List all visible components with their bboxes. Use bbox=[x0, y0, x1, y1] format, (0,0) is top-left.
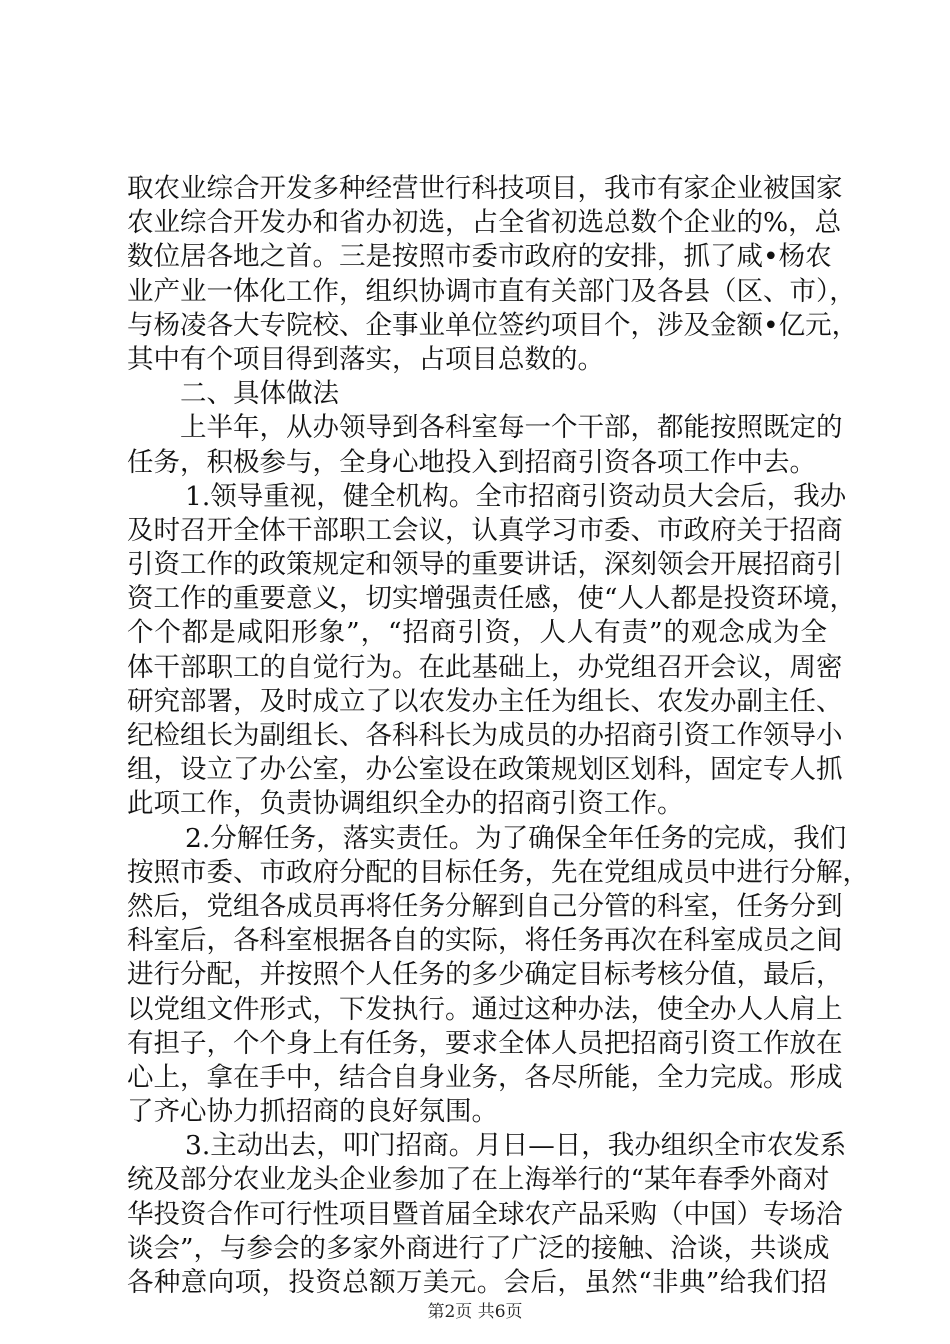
text-line: 组，设立了办公室，办公室设在政策规划区划科，固定专人抓 bbox=[127, 754, 843, 786]
text-line: 了齐心协力抓招商的良好氛围。 bbox=[127, 1096, 498, 1128]
text-line: 纪检组长为副组长、各科科长为成员的办招商引资工作领导小 bbox=[127, 720, 843, 751]
text-line: 以党组文件形式，下发执行。通过这种办法，使全办人人肩上 bbox=[127, 993, 843, 1025]
page-number-label: 第2页 共6页 bbox=[427, 1302, 523, 1322]
text-line: 体干部职工的自觉行为。在此基础上，办党组召开会议，周密 bbox=[127, 651, 843, 683]
text-line: 其中有个项目得到落实，占项目总数的。 bbox=[127, 343, 604, 375]
text-line: 谈会”，与参会的多家外商进行了广泛的接触、洽谈，共谈成 bbox=[127, 1232, 830, 1264]
text-line: 资工作的重要意义，切实增强责任感，使“人人都是投资环境， bbox=[127, 583, 857, 615]
text-line: 数位居各地之首。三是按照市委市政府的安排，抓了咸•杨农 bbox=[127, 241, 832, 273]
text-line: 各种意向项，投资总额万美元。会后，虽然“非典”给我们招 bbox=[127, 1267, 827, 1298]
text-line: 农业综合开发办和省办初选，占全省初选总数个企业的%，总 bbox=[127, 207, 842, 239]
text-line: 1.领导重视，健全机构。全市招商引资动员大会后，我办 bbox=[185, 480, 847, 512]
text-line: 心上，拿在手中，结合自身业务，各尽所能，全力完成。形成 bbox=[127, 1061, 843, 1093]
text-line: 进行分配，并按照个人任务的多少确定目标考核分值，最后， bbox=[127, 959, 843, 991]
text-line: 研究部署，及时成立了以农发办主任为组长、农发办副主任、 bbox=[127, 685, 843, 717]
text-line: 上半年，从办领导到各科室每一个干部，都能按照既定的 bbox=[180, 412, 843, 444]
text-line: 任务，积极参与，全身心地投入到招商引资各项工作中去。 bbox=[127, 446, 816, 478]
text-line: 二、具体做法 bbox=[180, 378, 339, 410]
text-line: 统及部分农业龙头企业参加了在上海举行的“某年春季外商对 bbox=[127, 1164, 830, 1196]
text-line: 科室后，各科室根据各自的实际，将任务再次在科室成员之间 bbox=[127, 925, 843, 957]
text-line: 此项工作，负责协调组织全办的招商引资工作。 bbox=[127, 788, 684, 820]
text-line: 及时召开全体干部职工会议，认真学习市委、市政府关于招商 bbox=[127, 514, 843, 546]
text-line: 有担子，个个身上有任务，要求全体人员把招商引资工作放在 bbox=[127, 1027, 843, 1059]
text-line: 取农业综合开发多种经营世行科技项目，我市有家企业被国家 bbox=[127, 173, 843, 204]
text-line: 华投资合作可行性项目暨首届全球农产品采购（中国）专场洽 bbox=[127, 1198, 843, 1230]
text-line: 然后，党组各成员再将任务分解到自己分管的科室，任务分到 bbox=[127, 890, 843, 922]
text-line: 3.主动出去，叩门招商。月日—日，我办组织全市农发系 bbox=[185, 1130, 847, 1162]
page-footer bbox=[0, 1301, 950, 1323]
document-body bbox=[127, 172, 869, 1300]
text-line: 2.分解任务，落实责任。为了确保全年任务的完成，我们 bbox=[185, 822, 847, 854]
text-line: 个个都是咸阳形象”，“招商引资，人人有责”的观念成为全 bbox=[127, 617, 827, 649]
text-line: 按照市委、市政府分配的目标任务，先在党组成员中进行分解， bbox=[127, 856, 869, 888]
text-line: 与杨凌各大专院校、企事业单位签约项目个，涉及金额•亿元， bbox=[127, 309, 859, 341]
text-line: 引资工作的政策规定和领导的重要讲话，深刻领会开展招商引 bbox=[127, 549, 843, 581]
text-line: 业产业一体化工作，组织协调市直有关部门及各县（区、市）， bbox=[127, 275, 856, 307]
